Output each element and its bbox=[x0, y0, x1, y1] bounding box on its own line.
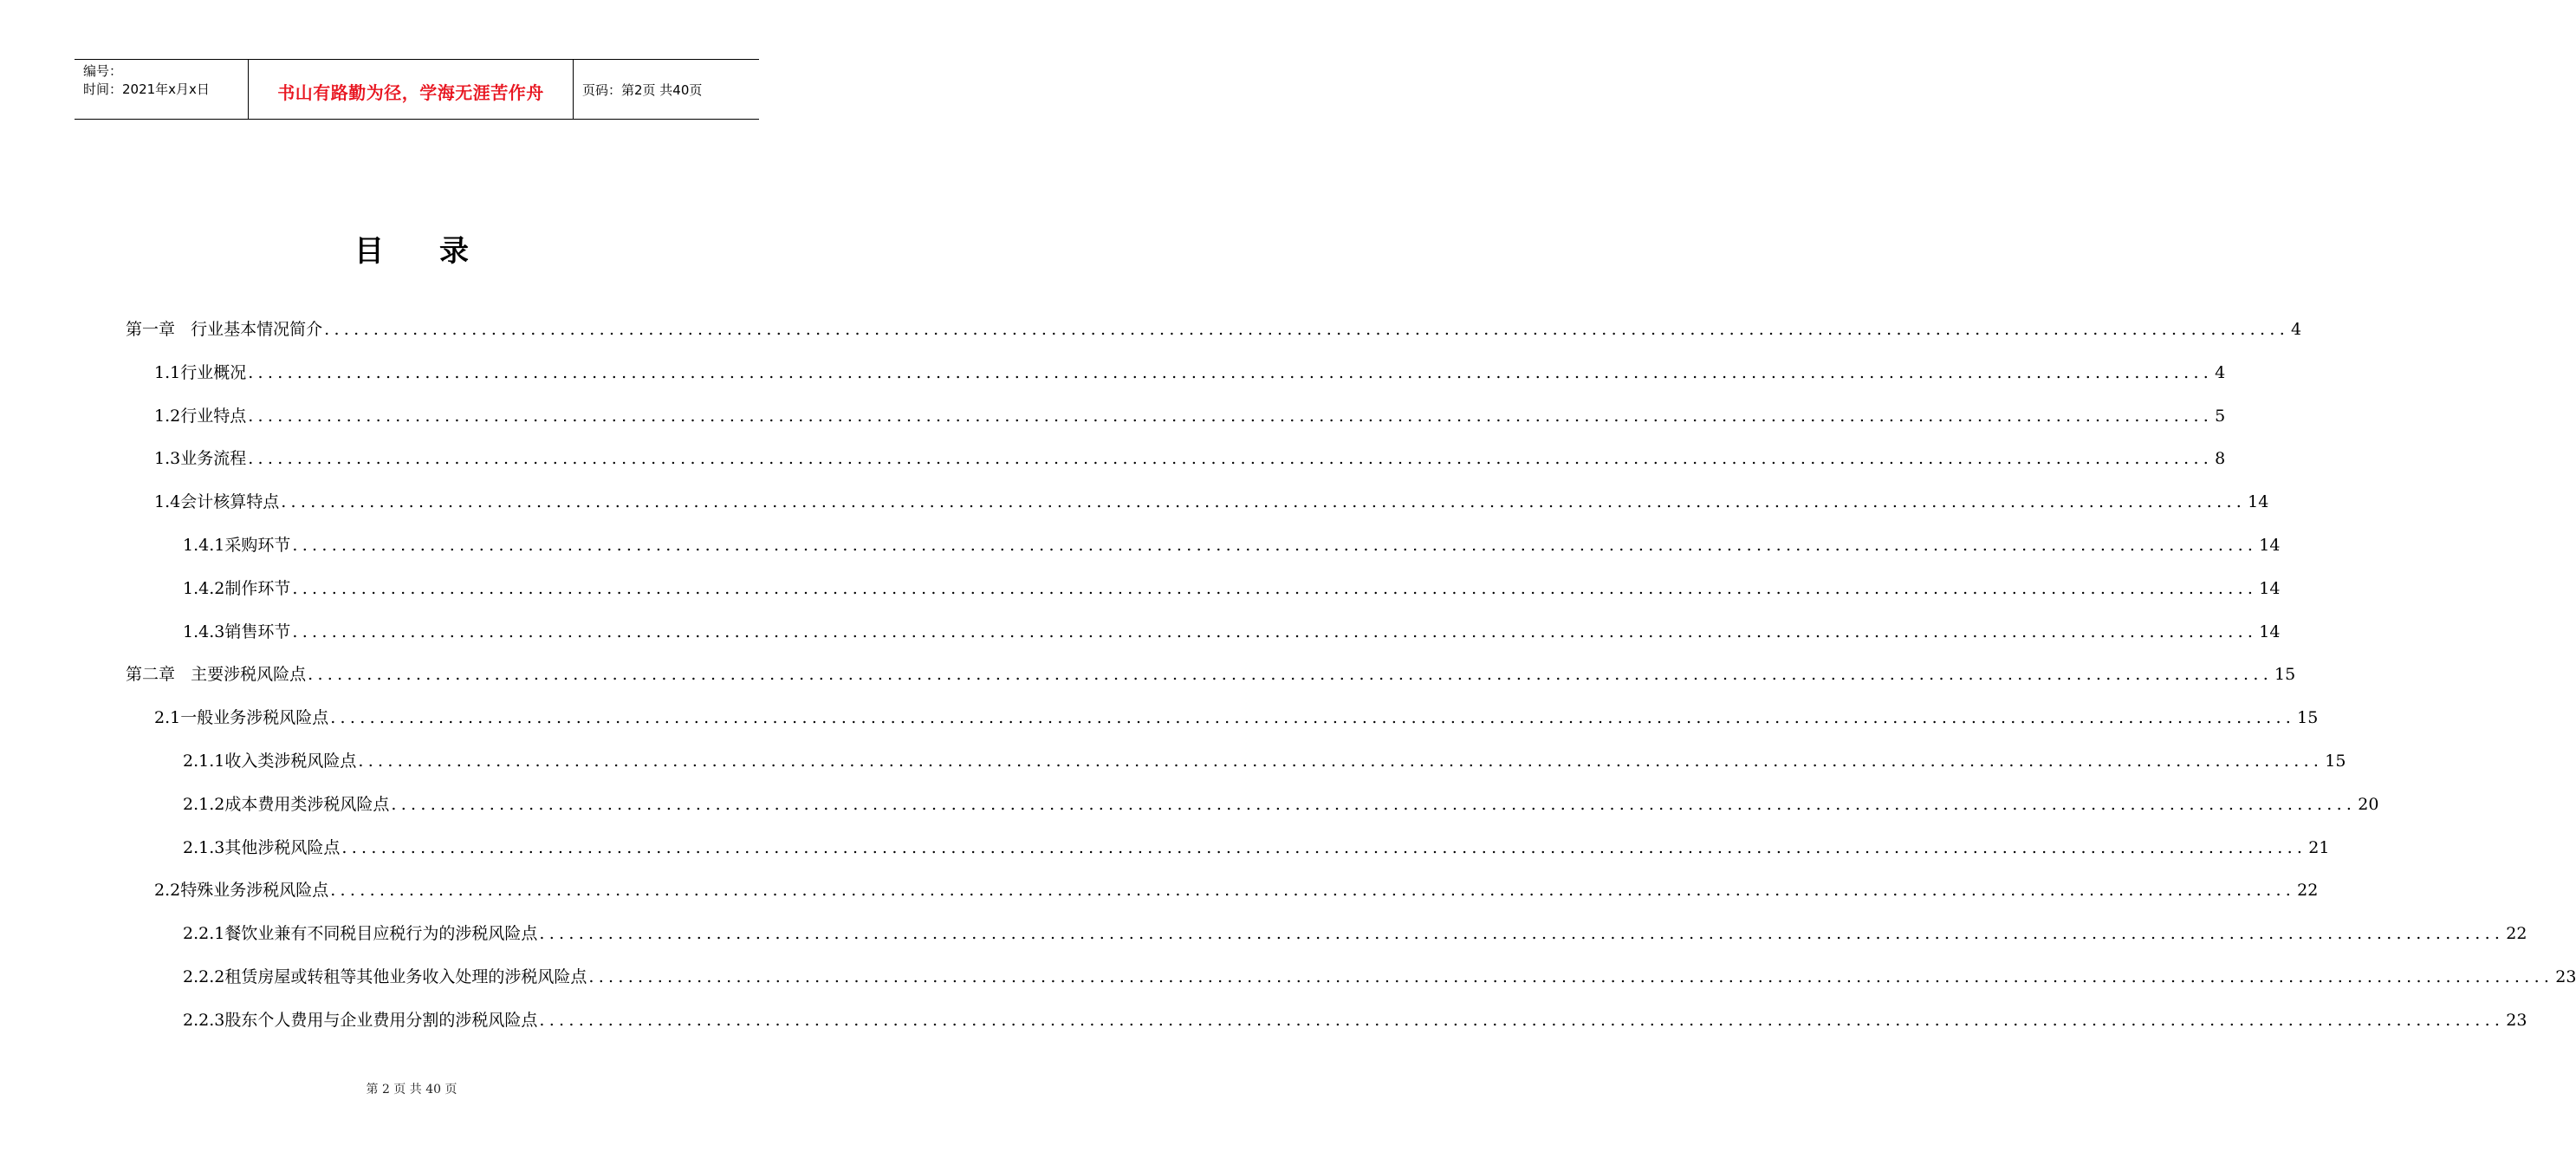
toc-entry[interactable] bbox=[183, 571, 2281, 606]
toc-entry[interactable] bbox=[154, 485, 2269, 519]
toc-entry[interactable] bbox=[183, 916, 2527, 951]
toc-entry[interactable] bbox=[183, 960, 2576, 994]
toc-entry-page: 22 bbox=[2297, 881, 2319, 901]
toc-entry-label: 2.2.1餐饮业兼有不同税目应税行为的涉税风险点 bbox=[183, 924, 538, 944]
toc-dot-leader: ........................................................................................................................................................................................................ bbox=[292, 578, 2258, 598]
header-page-info: 页码：第2页 共40页 bbox=[582, 82, 703, 98]
toc-entry-label: 1.2行业特点 bbox=[154, 406, 247, 426]
toc-entry-label: 1.1行业概况 bbox=[154, 362, 247, 382]
toc-entry[interactable] bbox=[183, 615, 2281, 649]
toc-entry-page: 20 bbox=[2358, 794, 2379, 814]
toc-entry[interactable] bbox=[183, 1003, 2527, 1038]
toc-dot-leader: ........................................................................................................................................................................................................ bbox=[281, 492, 2247, 512]
toc-entry-label: 2.1.3其他涉税风险点 bbox=[183, 837, 341, 857]
toc-entry-label: 1.3业务流程 bbox=[154, 449, 247, 469]
toc-dot-leader: ........................................................................................................................................................................................................ bbox=[358, 752, 2324, 771]
toc-dot-leader: ........................................................................................................................................................................................................ bbox=[324, 320, 2290, 339]
document-time-label: 时间：2021年x月x日 bbox=[83, 81, 210, 97]
toc-entry-page: 4 bbox=[2215, 362, 2226, 382]
toc-entry-page: 4 bbox=[2291, 320, 2302, 339]
toc-entry-page: 5 bbox=[2215, 406, 2226, 426]
header-motto-cell bbox=[248, 60, 574, 119]
toc-dot-leader: ........................................................................................................................................................................................................ bbox=[248, 362, 2214, 382]
toc-entry-label: 2.1一般业务涉税风险点 bbox=[154, 708, 329, 728]
toc-entry[interactable] bbox=[126, 657, 2296, 692]
toc-entry-page: 14 bbox=[2248, 492, 2269, 512]
header-motto: 书山有路勤为径，学海无涯苦作舟 bbox=[277, 82, 544, 103]
toc-dot-leader: ........................................................................................................................................................................................................ bbox=[308, 665, 2274, 685]
toc-entry-page: 8 bbox=[2215, 449, 2226, 469]
toc-entry[interactable] bbox=[126, 312, 2302, 347]
toc-entry[interactable] bbox=[183, 528, 2281, 563]
toc-entry-label: 1.4.2制作环节 bbox=[183, 578, 291, 598]
toc-entry-page: 14 bbox=[2259, 536, 2281, 555]
toc-entry-page: 14 bbox=[2259, 578, 2281, 598]
toc-dot-leader: ........................................................................................................................................................................................................ bbox=[341, 837, 2307, 857]
toc-entry-label: 第一章 行业基本情况简介 bbox=[126, 320, 323, 339]
toc-dot-leader: ........................................................................................................................................................................................................ bbox=[330, 708, 2296, 728]
toc-entry-label: 2.2.3股东个人费用与企业费用分割的涉税风险点 bbox=[183, 1010, 538, 1030]
toc-entry[interactable] bbox=[183, 830, 2330, 865]
toc-entry[interactable] bbox=[154, 700, 2319, 735]
page-header bbox=[75, 59, 759, 120]
toc-entry-label: 2.1.2成本费用类涉税风险点 bbox=[183, 794, 390, 814]
toc-dot-leader: ........................................................................................................................................................................................................ bbox=[391, 794, 2357, 814]
toc-entry-page: 14 bbox=[2259, 622, 2281, 641]
toc-dot-leader: ........................................................................................................................................................................................................ bbox=[588, 967, 2554, 986]
toc-entry[interactable] bbox=[183, 787, 2379, 822]
toc-entry-page: 23 bbox=[2506, 1010, 2527, 1030]
toc-entry-label: 2.2.2租赁房屋或转租等其他业务收入处理的涉税风险点 bbox=[183, 967, 587, 986]
toc-dot-leader: ........................................................................................................................................................................................................ bbox=[292, 536, 2258, 555]
toc-entry[interactable] bbox=[154, 441, 2226, 476]
toc-entry-page: 21 bbox=[2308, 837, 2330, 857]
toc-dot-leader: ........................................................................................................................................................................................................ bbox=[292, 622, 2258, 641]
toc-dot-leader: ........................................................................................................................................................................................................ bbox=[539, 924, 2505, 944]
toc-entry[interactable] bbox=[183, 744, 2346, 778]
toc-dot-leader: ........................................................................................................................................................................................................ bbox=[539, 1010, 2505, 1030]
toc-dot-leader: ........................................................................................................................................................................................................ bbox=[330, 881, 2296, 901]
page-footer: 第 2 页 共 40 页 bbox=[366, 1083, 457, 1097]
toc-entry-label: 2.1.1收入类涉税风险点 bbox=[183, 752, 357, 771]
toc-entry-label: 2.2特殊业务涉税风险点 bbox=[154, 881, 329, 901]
toc-entry-page: 15 bbox=[2274, 665, 2296, 685]
toc-entry-label: 1.4会计核算特点 bbox=[154, 492, 280, 512]
toc-entry-page: 23 bbox=[2555, 967, 2576, 986]
toc-title: 目录 bbox=[354, 234, 524, 269]
toc-entry-label: 1.4.3销售环节 bbox=[183, 622, 291, 641]
document-number-label: 编号： bbox=[83, 63, 123, 79]
header-page-cell bbox=[574, 60, 759, 119]
header-meta-cell bbox=[75, 60, 248, 119]
toc-entry[interactable] bbox=[154, 873, 2319, 908]
toc-entry-label: 第二章 主要涉税风险点 bbox=[126, 665, 307, 685]
toc-entry-label: 1.4.1采购环节 bbox=[183, 536, 291, 555]
toc-entry[interactable] bbox=[154, 355, 2226, 390]
toc-entry-page: 15 bbox=[2325, 752, 2346, 771]
toc-dot-leader: ........................................................................................................................................................................................................ bbox=[248, 449, 2214, 469]
toc-entry-page: 15 bbox=[2297, 708, 2319, 728]
toc-dot-leader: ........................................................................................................................................................................................................ bbox=[248, 406, 2214, 426]
toc-entry[interactable] bbox=[154, 399, 2226, 433]
toc-entry-page: 22 bbox=[2506, 924, 2527, 944]
